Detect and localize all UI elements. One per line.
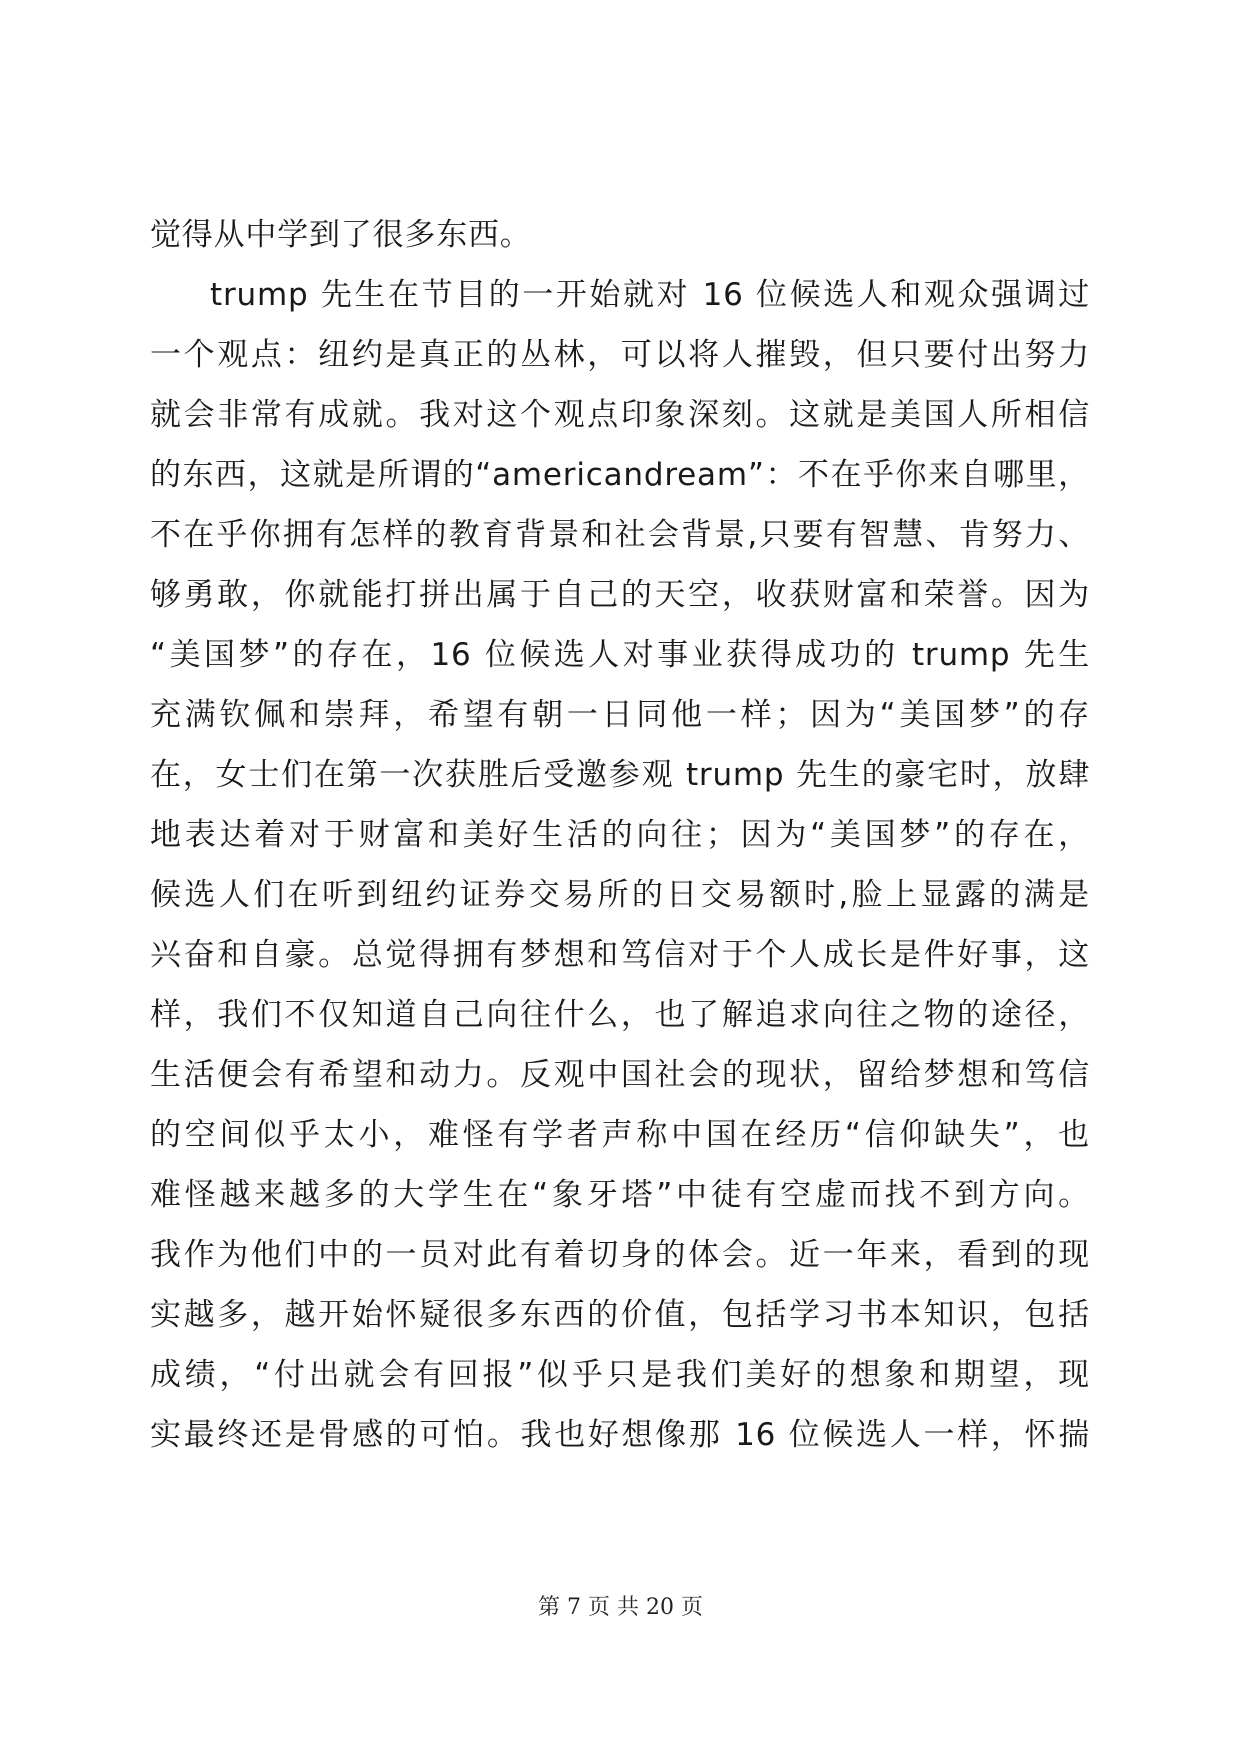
text-line-12: 候选人们在听到纽约证券交易所的日交易额时,脸上显露的满是 [150,877,1090,913]
text-line-8: “美国梦”的存在，16 位候选人对事业获得成功的 trump 先生 [150,637,1090,673]
text-line-11: 地表达着对于财富和美好生活的向往；因为“美国梦”的存在， [150,817,1090,853]
text-line-7: 够勇敢，你就能打拼出属于自己的天空，收获财富和荣誉。因为 [150,577,1090,613]
text-line-5: 的东西，这就是所谓的“americandream”：不在乎你来自哪里， [150,457,1090,493]
body-text [150,205,1090,1465]
text-line-10: 在，女士们在第一次获胜后受邀参观 trump 先生的豪宅时，放肆 [150,757,1090,793]
text-line-2: trump 先生在节目的一开始就对 16 位候选人和观众强调过 [210,277,1090,313]
text-line-6: 不在乎你拥有怎样的教育背景和社会背景,只要有智慧、肯努力、 [150,517,1090,553]
text-line-4: 就会非常有成就。我对这个观点印象深刻。这就是美国人所相信 [150,397,1090,433]
page-footer: 第 7 页 共 20 页 [538,1595,703,1620]
text-line-3: 一个观点：纽约是真正的丛林，可以将人摧毁，但只要付出努力 [150,337,1090,373]
text-line-19: 实越多，越开始怀疑很多东西的价值，包括学习书本知识，包括 [150,1297,1090,1333]
text-line-9: 充满钦佩和崇拜，希望有朝一日同他一样；因为“美国梦”的存 [150,697,1090,733]
text-line-14: 样，我们不仅知道自己向往什么，也了解追求向往之物的途径， [150,997,1090,1033]
text-line-15: 生活便会有希望和动力。反观中国社会的现状，留给梦想和笃信 [150,1057,1090,1093]
text-line-13: 兴奋和自豪。总觉得拥有梦想和笃信对于个人成长是件好事，这 [150,937,1090,973]
text-line-16: 的空间似乎太小，难怪有学者声称中国在经历“信仰缺失”，也 [150,1117,1090,1153]
text-line-21: 实最终还是骨感的可怕。我也好想像那 16 位候选人一样，怀揣 [150,1417,1090,1453]
text-line-20: 成绩，“付出就会有回报”似乎只是我们美好的想象和期望，现 [150,1357,1090,1393]
text-line-1: 觉得从中学到了很多东西。 [150,217,532,253]
text-line-17: 难怪越来越多的大学生在“象牙塔”中徒有空虚而找不到方向。 [150,1177,1090,1213]
text-line-18: 我作为他们中的一员对此有着切身的体会。近一年来，看到的现 [150,1237,1090,1273]
